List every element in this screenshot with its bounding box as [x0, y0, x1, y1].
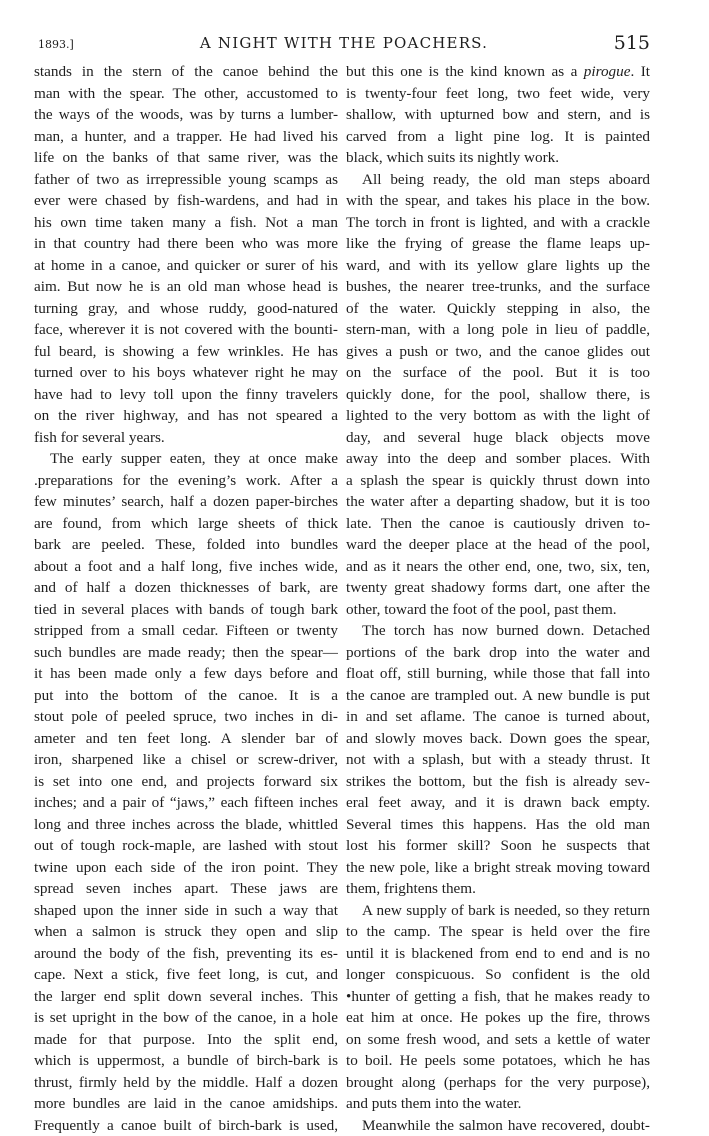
- text-line: on some fresh wood, and sets a kettle of water: [346, 1029, 650, 1051]
- text-line: •hunter of getting a fish, that he makes ready to: [340, 986, 650, 1008]
- text-line: inches; and a pair of “jaws,” each fifteen inches: [34, 792, 338, 814]
- text-line: his own time taken many a fish. Not a man: [34, 212, 338, 234]
- text-line: the ways of the woods, was by turns a lumber-: [34, 104, 338, 126]
- text-line: [346, 61, 650, 83]
- text-line: The torch has now burned down. Detached: [346, 620, 650, 642]
- text-line: is twenty-four feet long, two feet wide, very: [346, 83, 650, 105]
- text-line: spread seven inches apart. These jaws are: [34, 878, 338, 900]
- text-line: of the water. Quickly stepping in also, the: [346, 298, 650, 320]
- text-line: gives a push or two, and the canoe glides out: [346, 341, 650, 363]
- text-line: lighted to the very bottom as with the light of: [346, 405, 650, 427]
- text-line: bark are peeled. These, folded into bundles: [34, 534, 338, 556]
- text-line: in and set aflame. The canoe is turned about,: [346, 706, 650, 728]
- text-line: and as it nears the other end, one, two, six, ten,: [346, 556, 650, 578]
- text-line: iron, sharpened like a chisel or screw-driver,: [34, 749, 338, 771]
- text-line: the canoe are trampled out. A new bundle is put: [346, 685, 650, 707]
- header-title: A NIGHT WITH THE POACHERS.: [38, 34, 650, 52]
- text-line: have had to levy toll upon the finny travelers: [34, 384, 338, 406]
- text-line: more bundles are laid in the canoe amidships.: [34, 1093, 338, 1115]
- text-line: black, which suits its nightly work.: [346, 147, 650, 169]
- text-line: ever were chased by fish-wardens, and had in: [34, 190, 338, 212]
- text-line: twenty great shadowy forms dart, one after the: [346, 577, 650, 599]
- text-line: such bundles are made ready; then the spear—: [34, 642, 338, 664]
- text-line: life on the banks of that same river, was the: [34, 147, 338, 169]
- text-line: ward the deeper place at the head of the pool,: [346, 534, 650, 556]
- text-line: ameter and ten feet long. A slender bar of: [34, 728, 338, 750]
- text-line: quickly done, for the pool, shallow there, is: [346, 384, 650, 406]
- text-line: All being ready, the old man steps aboard: [346, 169, 650, 191]
- text-line: tied in several places with bands of tough bark: [34, 599, 338, 621]
- text-line: late. Then the canoe is cautiously driven to-: [346, 513, 650, 535]
- text-line: the new pole, like a bright streak moving toward: [346, 857, 650, 879]
- text-line: in that country had there been who was more: [34, 233, 338, 255]
- text-line: turned over to his boys whatever right he may: [34, 362, 338, 384]
- text-line: the larger end split down several inches. This: [34, 986, 338, 1008]
- text-line: not with a splash, but with a steady thrust. It: [346, 749, 650, 771]
- text-line: bushes, the nearer tree-trunks, and the surface: [346, 276, 650, 298]
- text-line: .preparations for the evening’s work. After a: [28, 470, 338, 492]
- text-line: around the body of the fish, preventing its es-: [34, 943, 338, 965]
- text-line: which is uppermost, a bundle of birch-bark is: [34, 1050, 338, 1072]
- text-line: eat him at once. He pokes up the fire, throws: [346, 1007, 650, 1029]
- text-line: stout pole of peeled spruce, two inches in di-: [34, 706, 338, 728]
- text-line: ward, and with its yellow glare lights up the: [346, 255, 650, 277]
- page-number: 515: [614, 32, 650, 54]
- text-line: like the frying of grease the flame leaps up-: [346, 233, 650, 255]
- text-line: and slowly moves back. Down goes the spear,: [346, 728, 650, 750]
- text-line: shaped upon the inner side in such a way that: [34, 900, 338, 922]
- text-line: to boil. He peels some potatoes, which he has: [346, 1050, 650, 1072]
- italic-term: pirogue: [584, 63, 631, 80]
- text-line: twine upon each side of the iron point. They: [34, 857, 338, 879]
- text-line: Meanwhile the salmon have recovered, doubt-: [346, 1115, 650, 1136]
- text-line: father of two as irrepressible young scamps as: [34, 169, 338, 191]
- text-line: with the spear, and takes his place in the bow.: [346, 190, 650, 212]
- text-line: strikes the bottom, but the fish is already sev-: [346, 771, 650, 793]
- text-line: turning gray, and whose ruddy, good-natured: [34, 298, 338, 320]
- text-line: them, frightens them.: [346, 878, 650, 900]
- text-line: day, and several huge black objects move: [346, 427, 650, 449]
- text-line: float off, still burning, while those that fall into: [346, 663, 650, 685]
- header-date: 1893.]: [38, 38, 74, 51]
- text-line: other, toward the foot of the pool, past them.: [346, 599, 650, 621]
- text-line: to the camp. The spear is held over the fire: [346, 921, 650, 943]
- text-line: out of tough rock-maple, are lashed with stout: [34, 835, 338, 857]
- text-line: few minutes’ search, half a dozen paper-birches: [34, 491, 338, 513]
- running-header: [38, 32, 650, 58]
- text-line: A new supply of bark is needed, so they return: [346, 900, 650, 922]
- text-line: longer conspicuous. So confident is the old: [346, 964, 650, 986]
- text-line-part: but this one is the kind known as a: [346, 63, 584, 80]
- text-line: brought along (perhaps for the very purpose),: [346, 1072, 650, 1094]
- text-line: face, wherever it is not covered with the bounti-: [34, 319, 338, 341]
- text-line: long and three inches across the blade, whittled: [34, 814, 338, 836]
- text-line: and of half a dozen thicknesses of bark, are: [34, 577, 338, 599]
- text-line: portions of the bark drop into the water and: [346, 642, 650, 664]
- left-text-column: [34, 61, 338, 1136]
- text-line: eral feet away, and it is drawn back empty.: [346, 792, 650, 814]
- text-line: stern-man, with a long pole in lieu of paddle,: [346, 319, 650, 341]
- text-line: lost his former skill? Soon he suspects that: [346, 835, 650, 857]
- text-line: put into the bottom of the canoe. It is a: [34, 685, 338, 707]
- text-line: stripped from a small cedar. Fifteen or twenty: [34, 620, 338, 642]
- text-line: shallow, with upturned bow and stern, and is: [346, 104, 650, 126]
- text-line: thrust, firmly held by the middle. Half a dozen: [34, 1072, 338, 1094]
- text-line: on the river highway, and has not speared a: [34, 405, 338, 427]
- text-line: when a salmon is struck they open and slip: [34, 921, 338, 943]
- text-line: ful beard, is showing a few wrinkles. He has: [34, 341, 338, 363]
- text-line: aim. But now he is an old man whose head is: [34, 276, 338, 298]
- text-line: Several times this happens. Has the old man: [346, 814, 650, 836]
- text-line: about a foot and a half long, five inches wide,: [34, 556, 338, 578]
- text-line: fish for several years.: [34, 427, 338, 449]
- text-line: man with the spear. The other, accustomed to: [34, 83, 338, 105]
- text-line: at home in a canoe, and quicker or surer of his: [34, 255, 338, 277]
- right-text-column: [346, 61, 650, 1136]
- text-line: are found, from which large sheets of thick: [34, 513, 338, 535]
- text-line: the water after a departing shadow, but it is too: [346, 491, 650, 513]
- text-line: The early supper eaten, they at once make: [34, 448, 338, 470]
- text-line: stands in the stern of the canoe behind the: [34, 61, 338, 83]
- text-line: carved from a light pine log. It is painted: [346, 126, 650, 148]
- text-line: away into the deep and somber places. With: [346, 448, 650, 470]
- text-line: cape. Next a stick, five feet long, is cut, and: [34, 964, 338, 986]
- text-line-part: . It: [630, 63, 650, 80]
- text-line: a splash the spear is quickly thrust down into: [346, 470, 650, 492]
- text-line: on the surface of the pool. But it is too: [346, 362, 650, 384]
- text-line: is set into one end, and projects forward six: [34, 771, 338, 793]
- text-line: until it is blackened from end to end and is no: [346, 943, 650, 965]
- text-line: Frequently a canoe built of birch-bark is used,: [34, 1115, 338, 1136]
- text-line: is set upright in the bow of the canoe, in a hole: [34, 1007, 338, 1029]
- text-line: The torch in front is lighted, and with a crackle: [346, 212, 650, 234]
- text-line: it has been made only a few days before and: [34, 663, 338, 685]
- text-line: and puts them into the water.: [346, 1093, 650, 1115]
- text-line: made for that purpose. Into the split end,: [34, 1029, 338, 1051]
- text-line: man, a hunter, and a trapper. He had lived his: [34, 126, 338, 148]
